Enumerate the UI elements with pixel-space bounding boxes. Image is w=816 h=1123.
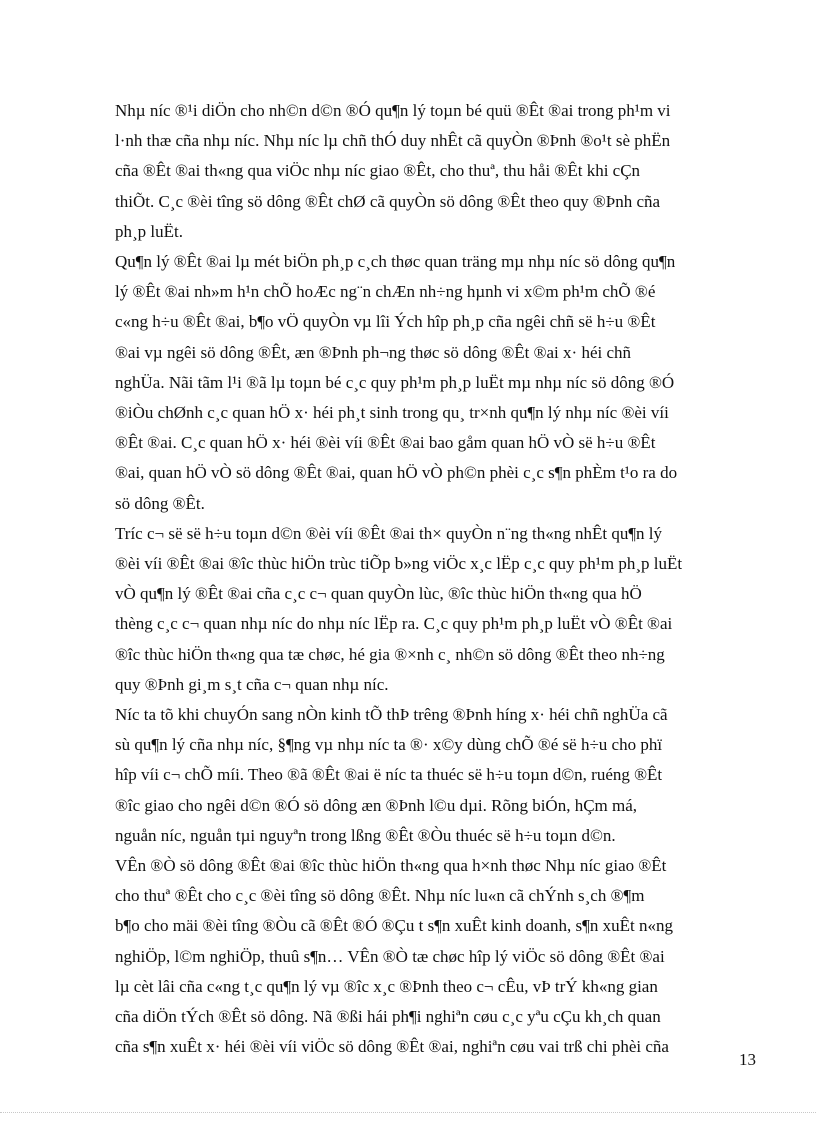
- text-line: Níc ta tõ khi chuyÓn sang nÒn kinh tÕ thÞ trêng ®Þnh híng x· héi chñ nghÜa cã: [115, 705, 668, 725]
- text-line: lý ®Êt ®ai nh»m h¹n chÕ hoÆc ng¨n chÆn nh÷ng hµnh vi x©m ph¹m chÕ ®é: [115, 282, 656, 302]
- text-line: nghÜa. Nãi tãm l¹i ®ã lµ toµn bé c¸c quy ph¹m ph¸p luËt mµ nhµ níc sö dông ®Ó: [115, 372, 675, 392]
- page-bottom-rule: [0, 1112, 816, 1113]
- text-line: l·nh thæ cña nhµ níc. Nhµ níc lµ chñ thÓ duy nhÊt cã quyÒn ®Þnh ®o¹t sè phËn: [115, 131, 671, 151]
- paragraph: [115, 96, 740, 247]
- page-number: 13: [739, 1050, 756, 1069]
- text-line: thiÕt. C¸c ®èi tîng sö dông ®Êt chØ cã quyÒn sö dông ®Êt theo quy ®Þnh cña: [115, 191, 661, 211]
- text-line: hîp víi c¬ chÕ míi. Theo ®ã ®Êt ®ai ë níc ta thuéc së h÷u toµn d©n, ruéng ®Êt: [115, 765, 663, 785]
- text-line: sö dông ®Êt.: [115, 493, 205, 513]
- text-line: b¶o cho mäi ®èi tîng ®Òu cã ®Êt ®Ó ®Çu t s¶n xuÊt kinh doanh, s¶n xuÊt n«ng: [115, 916, 673, 936]
- text-line: Qu¶n lý ®Êt ®ai lµ mét biÖn ph¸p c¸ch thøc quan träng mµ nhµ níc sö dông qu¶n: [115, 252, 676, 272]
- text-line: c«ng h÷u ®Êt ®ai, b¶o vÖ quyÒn vµ lîi Ých hîp ph¸p cña ngêi chñ së h÷u ®Êt: [115, 312, 656, 332]
- text-line: nghiÖp, l©m nghiÖp, thuû s¶n… VÊn ®Ò tæ chøc hîp lý viÖc sö dông ®Êt ®ai: [115, 946, 665, 966]
- text-line: quy ®Þnh gi¸m s¸t cña c¬ quan nhµ níc.: [115, 674, 389, 694]
- text-line: vÒ qu¶n lý ®Êt ®ai cña c¸c c¬ quan quyÒn lùc, ®îc thùc hiÖn th«ng qua hÖ: [115, 584, 642, 604]
- text-line: Nhµ níc ®¹i diÖn cho nh©n d©n ®Ó qu¶n lý toµn bé quü ®Êt ®ai trong ph¹m vi: [115, 101, 671, 120]
- text-line: cña s¶n xuÊt x· héi ®èi víi viÖc sö dông ®Êt ®ai, nghiªn cøu vai trß chi phèi cña: [115, 1037, 669, 1057]
- paragraph: [115, 247, 740, 519]
- text-line: ®îc giao cho ngêi d©n ®Ó sö dông æn ®Þnh l©u dµi. Rõng biÓn, hÇm má,: [115, 795, 638, 815]
- paragraph: [115, 851, 740, 1062]
- text-line: thèng c¸c c¬ quan nhµ níc do nhµ níc lËp ra. C¸c quy ph¹m ph¸p luËt vÒ ®Êt ®ai: [115, 614, 673, 634]
- text-line: Tríc c¬ së së h÷u toµn d©n ®èi víi ®Êt ®ai th× quyÒn n¨ng th«ng nhÊt qu¶n lý: [115, 523, 663, 543]
- text-line: ph¸p luËt.: [115, 221, 183, 241]
- text-line: ®Êt ®ai. C¸c quan hÖ x· héi ®èi víi ®Êt ®ai bao gåm quan hÖ vÒ së h÷u ®Êt: [115, 433, 656, 453]
- text-line: cña ®Êt ®ai th«ng qua viÖc nhµ níc giao ®Êt, cho thuª, thu håi ®Êt khi cÇn: [115, 161, 641, 181]
- text-line: ®ai vµ ngêi sö dông ®Êt, æn ®Þnh ph¬ng thøc sö dông ®Êt ®ai x· héi chñ: [115, 342, 632, 362]
- text-line: ®èi víi ®Êt ®ai ®îc thùc hiÖn trùc tiÕp b»ng viÖc x¸c lËp c¸c quy ph¹m ph¸p luËt: [115, 554, 683, 574]
- text-line: cña diÖn tÝch ®Êt sö dông. Nã ®ßi hái ph¶i nghiªn cøu c¸c yªu cÇu kh¸ch quan: [115, 1007, 661, 1027]
- text-line: nguån níc, nguån tµi nguyªn trong lßng ®Êt ®Òu thuéc së h÷u toµn d©n.: [115, 825, 616, 845]
- body-text: [115, 96, 740, 1063]
- text-line: cho thuª ®Êt cho c¸c ®èi tîng sö dông ®Êt. Nhµ níc lu«n cã chÝnh s¸ch ®¶m: [115, 886, 645, 906]
- text-line: ®îc thùc hiÖn th«ng qua tæ chøc, hé gia ®×nh c¸ nh©n sö dông ®Êt theo nh÷ng: [115, 644, 665, 664]
- paragraph: [115, 700, 740, 851]
- text-line: ®ai, quan hÖ vÒ sö dông ®Êt ®ai, quan hÖ vÒ ph©n phèi c¸c s¶n phÈm t¹o ra do: [115, 463, 678, 483]
- paragraph: [115, 519, 740, 700]
- text-line: sù qu¶n lý cña nhµ níc, §¶ng vµ nhµ níc ta ®· x©y dùng chÕ ®é së h÷u cho phï: [115, 735, 663, 755]
- text-line: ®iÒu chØnh c¸c quan hÖ x· héi ph¸t sinh trong qu¸ tr×nh qu¶n lý nhµ níc ®èi víi: [115, 403, 669, 423]
- text-line: VÊn ®Ò sö dông ®Êt ®ai ®îc thùc hiÖn th«ng qua h×nh thøc Nhµ níc giao ®Êt: [115, 856, 667, 876]
- text-line: lµ cèt lâi cña c«ng t¸c qu¶n lý vµ ®îc x¸c ®Þnh theo c¬ cÊu, vÞ trÝ kh«ng gian: [115, 976, 658, 996]
